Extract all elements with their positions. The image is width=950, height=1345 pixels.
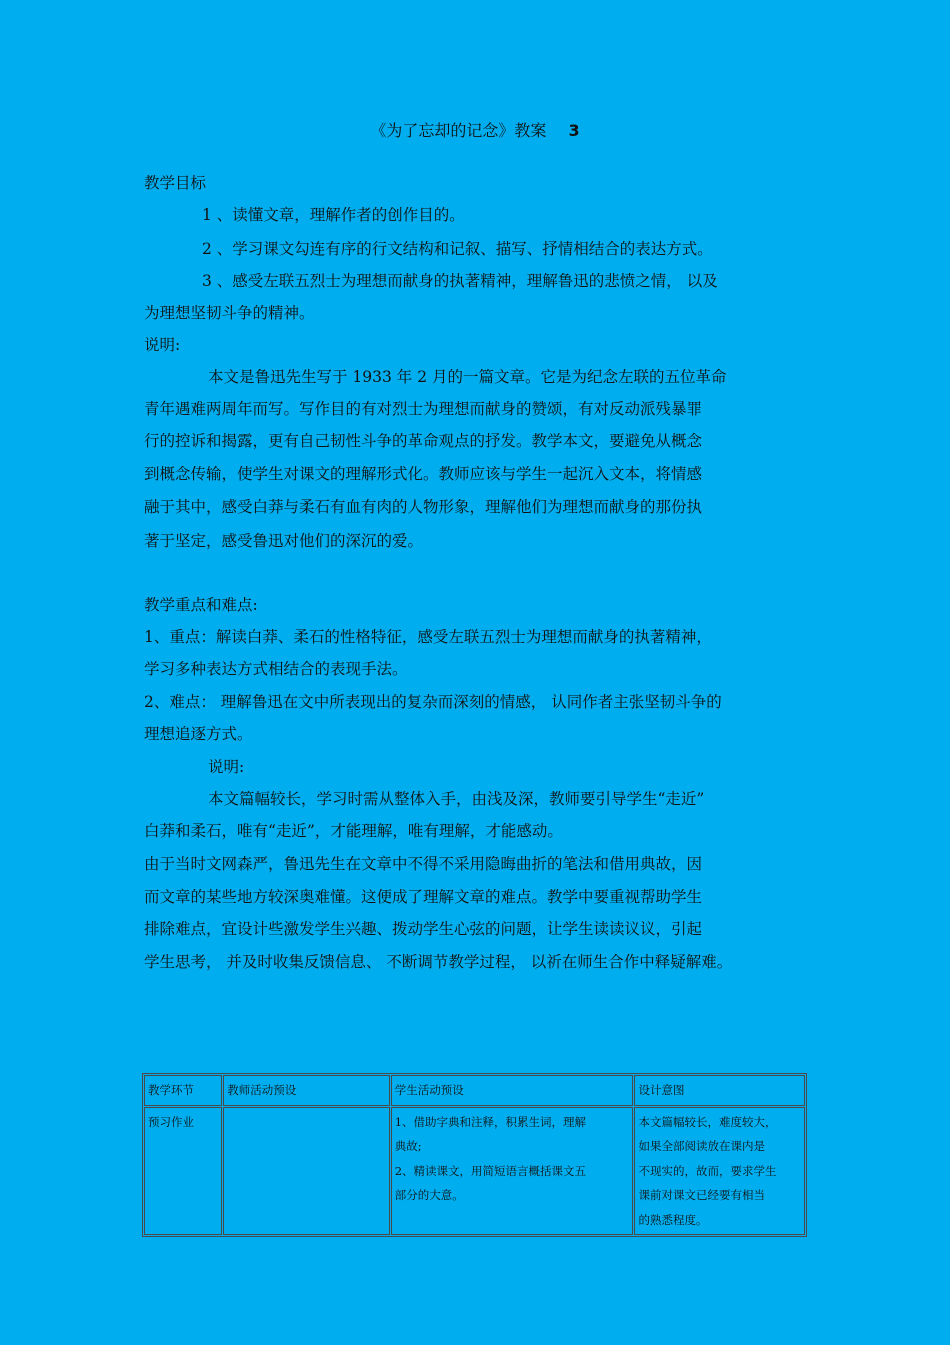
note-line: 青年遇难两周年而写。写作目的有对烈士为理想而献身的赞颂，有对反动派残暴罪	[144, 400, 703, 418]
note-line: 行的控诉和揭露，更有自己韧性斗争的革命观点的抒发。教学本文，要避免从概念	[144, 432, 703, 450]
note-line: 白莽和柔石，唯有“走近”，才能理解，唯有理解，才能感动。	[144, 822, 563, 840]
keypoint-line: 理想追逐方式。	[144, 725, 253, 743]
table-header-cell: 设计意图	[634, 1075, 805, 1106]
cell-line: 的熟悉程度。	[638, 1212, 708, 1227]
cell-line: 典故;	[394, 1139, 422, 1153]
table-header-cell: 教师活动预设	[223, 1075, 390, 1106]
goals-heading: 教学目标	[144, 174, 207, 192]
note-line: 本文篇幅较长，学习时需从整体入手，由浅及深，教师要引导学生“走近”	[208, 790, 705, 808]
table-row	[144, 1107, 805, 1236]
student-activity-cell	[391, 1107, 634, 1236]
teacher-activity-cell	[223, 1107, 390, 1236]
keypoint-line: 1、重点：解读白莽、柔石的性格特征，感受左联五烈士为理想而献身的执著精神，	[144, 628, 712, 646]
keypoint-line: 学习多种表达方式相结合的表现手法。	[144, 660, 408, 678]
table-header-row	[144, 1075, 805, 1106]
keypoints-heading: 教学重点和难点:	[144, 596, 258, 614]
stage-cell: 预习作业	[144, 1107, 222, 1236]
cell-line: 不现实的，故而，要求学生	[638, 1163, 777, 1178]
cell-line: 1、借助字典和注释，积累生词，理解	[394, 1114, 587, 1129]
title-text: 《为了忘却的记念》教案	[370, 121, 547, 140]
cell-line: 本文篇幅较长，难度较大，	[638, 1114, 777, 1129]
document-title	[0, 118, 950, 141]
note-line: 融于其中，感受白莽与柔石有血有肉的人物形象，理解他们为理想而献身的那份执	[144, 498, 703, 516]
note-line: 学生思考， 并及时收集反馈信息、 不断调节教学过程， 以祈在师生合作中释疑解难。	[144, 953, 733, 971]
note-line: 而文章的某些地方较深奥难懂。这便成了理解文章的难点。教学中要重视帮助学生	[144, 888, 703, 906]
goal-line: 为理想坚韧斗争的精神。	[144, 304, 315, 322]
cell-line: 如果全部阅读放在课内是	[638, 1139, 765, 1153]
note-line: 排除难点，宜设计些激发学生兴趣、拨动学生心弦的问题，让学生读读议议，引起	[144, 920, 703, 938]
table-header-cell: 学生活动预设	[391, 1075, 634, 1106]
note-line: 本文是鲁迅先生写于 1933 年 2 月的一篇文章。它是为纪念左联的五位革命	[208, 368, 727, 386]
goal-line: 2 、学习课文勾连有序的行文结构和记叙、描写、抒情相结合的表达方式。	[202, 240, 713, 258]
goal-line: 3 、感受左联五烈士为理想而献身的执著精神，理解鲁迅的悲愤之情， 以及	[202, 272, 718, 290]
title-number: 3	[568, 121, 580, 140]
note-line: 到概念传输，使学生对课文的理解形式化。教师应该与学生一起沉入文本，将情感	[144, 465, 703, 483]
lesson-plan-table	[142, 1073, 807, 1237]
table-header-cell: 教学环节	[144, 1075, 222, 1106]
cell-line: 部分的大意。	[394, 1188, 464, 1202]
keypoint-line: 2、难点： 理解鲁迅在文中所表现出的复杂而深刻的情感， 认同作者主张坚韧斗争的	[144, 693, 722, 711]
note-line: 著于坚定，感受鲁迅对他们的深沉的爱。	[144, 532, 424, 550]
note-line: 由于当时文网森严，鲁迅先生在文章中不得不采用隐晦曲折的笔法和借用典故，因	[144, 855, 703, 873]
note-label: 说明:	[144, 336, 181, 354]
design-intent-cell	[634, 1107, 805, 1236]
cell-line: 2、精读课文，用简短语言概括课文五	[394, 1163, 587, 1178]
note-label: 说明:	[208, 758, 245, 776]
cell-line: 课前对课文已经要有相当	[638, 1188, 765, 1202]
goal-line: 1 、读懂文章，理解作者的创作目的。	[202, 206, 465, 224]
